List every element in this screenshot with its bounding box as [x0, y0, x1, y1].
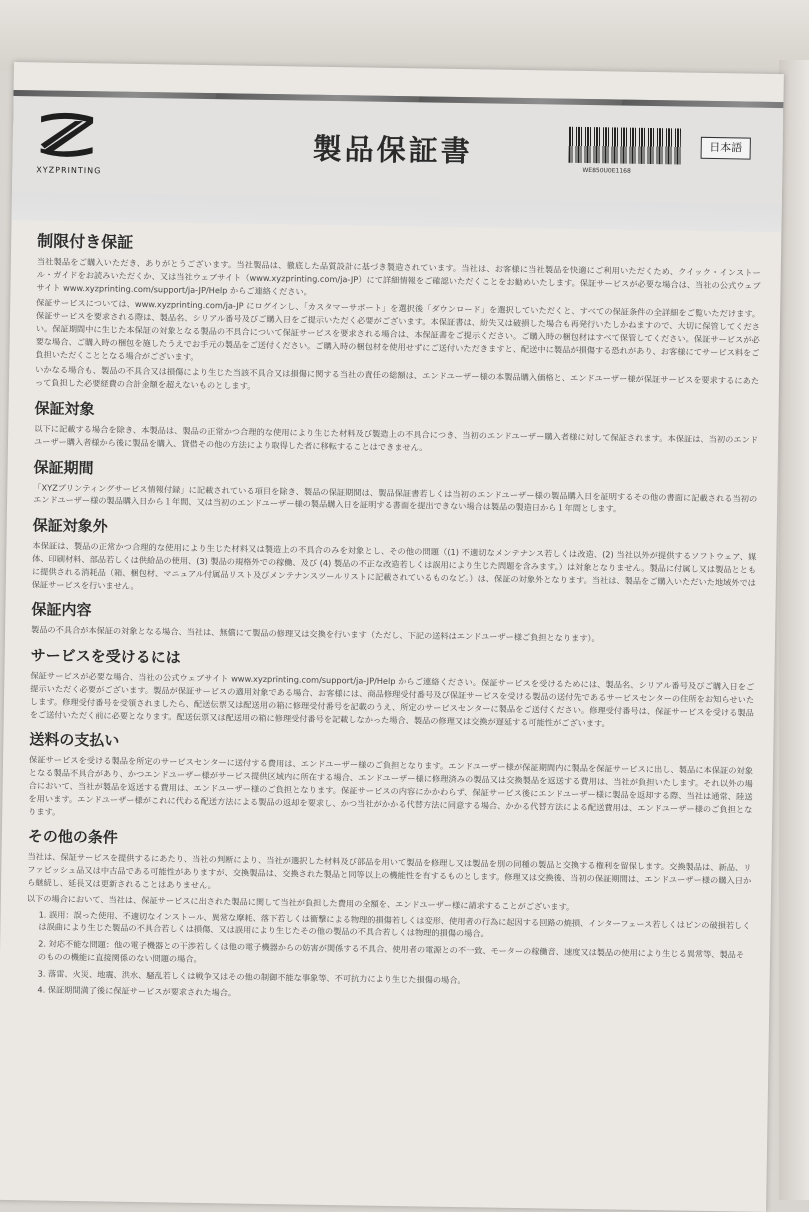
section-warranty-content	[31, 599, 756, 648]
section-title: 保証対象外	[32, 516, 108, 536]
section-limited-warranty	[35, 228, 761, 400]
section-title: 保証内容	[31, 600, 92, 620]
section-title: サービスを受けるには	[30, 646, 181, 667]
section-title: 保証期間	[33, 457, 94, 477]
section-paragraph: 製品の不具合が本保証の対象となる場合、当社は、無償にて製品の修理又は交換を行います（ただし、下記の送料はエンドユーザー様ご負担となります）。	[31, 624, 600, 644]
document-body	[25, 228, 761, 1012]
barcode-icon	[568, 127, 681, 165]
section-paragraph: 以下に記載する場合を除き、本製品は、製品の正常かつ合理的な使用により生じた材料及び製造上の不具合につき、当初のエンドユーザー購入者様に対して保証されます。本保証は、当初のエンドユーザー購入者様から後に製品を購入、貸借その他の方法により取得した者に移転することはできません。	[33, 423, 759, 453]
section-obtaining-service	[30, 644, 755, 732]
section-shipping-payment	[28, 729, 753, 829]
section-exclusions	[32, 515, 757, 603]
section-paragraph: 当社は、保証サービスを提供するにあたり、当社の判断により、当社が選択した材料及び部品を用いて製品を修理し又は製品を別の同種の製品と交換する権利を留保します。交換製品は、新品、リファビッシュ品又は中古品である可能性がありますが、交換製品は、交換された製品と同等以上の機能性を有するものとします。修理又は交換後、当初の保証期間は、エンドユーザー様の購入日から継続し、延長又は更新されることはありません。	[27, 851, 752, 891]
list-item: 4. 保証期間満了後に保証サービスが要求された場合。	[37, 984, 237, 999]
background-surface-right	[779, 60, 809, 1200]
section-paragraph: 以下の場合において、当社は、保証サービスに出された製品に関して当社が負担した費用の全額を、エンドユーザー様に請求することがございます。	[26, 893, 575, 912]
list-item: 1. 誤用：誤った使用、不適切なインストール、異常な摩耗、落下若しくは衝撃による物理的損傷若しくは変形、使用者の行為に起因する回路の焼損、インターフェース若しくはピンの破損若しくは誤曲により生じた製品の不具合若しくは損傷、又は誤用により生じたその他の製品の不具合若しくは物理的損傷の場合。	[38, 908, 751, 939]
section-title: 送料の支払い	[29, 730, 120, 751]
section-warranty-period	[33, 456, 758, 518]
background-surface-top	[0, 0, 809, 70]
list-item: 3. 落雷、火災、地震、洪水、騒乱若しくは戦争又はその他の制御不能な事象等、不可抗力により生じた損傷の場合。	[37, 968, 466, 985]
document-title: 製品保証書	[312, 131, 473, 169]
section-paragraph: いかなる場合も、製品の不具合又は損傷により生じた当該不具合又は損傷に関する当社の責任の総額は、エンドユーザー様の本製品購入価格と、エンドユーザー様が保証サービスを要求するにあたって負担した必要経費の合計金額を超えないものとします。	[34, 364, 760, 392]
brand-wordmark: XYZPRINTING	[36, 165, 102, 176]
list-item: 2. 対応不能な問題：他の電子機器との干渉若しくは他の電子機器からの妨害が関係する不具合、使用者の電源との不一致、モーターの稼働音、速度又は製品の使用により生じる異常等、製品そのものの機能に直接関係のない問題の場合。	[37, 938, 745, 964]
section-paragraph: 保証サービスを受ける製品を所定のサービスセンターに送付する費用は、エンドユーザー様のご負担となります。エンドユーザー様が保証期間内に製品を保証サービスに出し、製品に本保証の対象となる製品不具合があり、かつエンドユーザー様がサービス提供区域内に所在する場合、エンドユーザー様に修理済みの製品又は交換製品を返送する費用は、当社が負担いたします。それ以外の場合において、当社が製品を返送する費用は、エンドユーザー様のご負担となります。保証サービスの内容にかかわらず、保証サービス後にエンドユーザー様に製品を返却する際、当社は通常、陸送を用います。エンドユーザー様がこれに代わる配送方法による製品の返却を要求し、かつ当社がかかる代替方法に同意する場合、かかる代替方法による配送費用は、エンドユーザー様のご負担となります。	[28, 754, 754, 817]
language-badge: 日本語	[701, 137, 751, 160]
section-paragraph: 本保証は、製品の正常かつ合理的な使用により生じた材料又は製造上の不具合のみを対象とし、その他の問題（(1) 不適切なメンテナンス若しくは改造、(2) 当社以外が提供するソフトウェア、媒体、印刷材料、部品若しくは供給品の使用、(3) 製品の規格外での稼働、及び (4) 製品の不正な改造若しくは誤用により生じた問題を含みます。）は対象となりません。製品に付属し又は製品とともに提供される消耗品（箱、梱包材、マニュアル付属品リスト及びメンテナンスツールリストに記載されているものなど。）は、保証の対象外となります。当社は、製品をご購入いただいた地域外では保証サービスを行いません。	[31, 540, 757, 591]
section-title: その他の条件	[27, 827, 118, 848]
xyz-logo-icon	[34, 106, 105, 165]
conditions-list	[25, 908, 750, 1008]
section-paragraph: 保証サービスについては、www.xyzprinting.com/ja-JP にログインし、「カスタマーサポート」を選択後「ダウンロード」を選択していただくと、すべての保証条件の全詳細をご覧いただけます。保証サービスを要求される際は、製品名、シリアル番号及びご購入日をご提示いただく必要がございます。本保証書は、紛失又は破損した場合も再発行いたしかねますので、大切に保管してください。保証期間中に生じた本保証の対象となる製品の不具合について保証サービスを要求される場合は、本保証書をご提示ください。ご購入時の梱包材はすべて保管してください。保証サービスが必要な場合、ご購入時の梱包を施したうえでお手元の製品をご送付ください。ご購入時の梱包材を使用せずにご送付いただきますと、配送中に製品が損傷する恐れがあり、お客様にてサービス料をご負担いただくこととなる場合がございます。	[35, 297, 761, 362]
section-title: 保証対象	[34, 399, 95, 419]
section-title: 制限付き保証	[37, 231, 134, 252]
warranty-document	[0, 62, 784, 1212]
barcode-number: WE850U0E1168	[582, 166, 631, 175]
section-other-conditions	[25, 826, 752, 1008]
section-paragraph: 当社製品をご購入いただき、ありがとうございます。当社製品は、徹底した品質設計に基づき製造されています。当社は、お客様に当社製品を快適にご利用いただくため、クイック・インストール・ガイドをお読みいただくか、又は当社ウェブサイト（www.xyzprinting.com/ja-JP）にて詳細情報をご確認いただくことをお勧めいたします。保証サービスが必要な場合は、当社の公式ウェブサイト www.xyzprinting.com/support/ja-JP/Help からご連絡ください。	[36, 256, 761, 297]
section-paragraph: 「XYZプリンティングサービス情報付録」に記載されている項目を除き、製品の保証期間は、製品保証書若しくは当初のエンドユーザー様の製品購入日を証明するその他の書面に記載される当初のエンドユーザー様の製品購入日から１年間、又は当初のエンドユーザー様の製品購入日を証明する書面を提出できない場合は製品の製造日から１年間とします。	[33, 481, 758, 514]
section-paragraph: 保証サービスが必要な場合、当社の公式ウェブサイト www.xyzprinting.com/support/ja-JP/Help からご連絡ください。保証サービスを受けるためには、製品名、シリアル番号及びご購入日をご提示いただく必要がございます。製品が保証サービスの適用対象である場合、お客様には、商品修理受付番号及び保証サービスを受ける製品の送付先であるサービスセンターの住所をお知らせいたします。修理受付番号を受領されましたら、配送伝票又は配送用の箱に修理受付番号を記載のうえ、所定のサービスセンターに製品をご送付ください。修理受付番号は、保証サービスを受ける製品をご送付いただく前に必要となります。配送伝票又は配送用の箱に修理受付番号を記載しなかった場合、製品の修理又は交換が遅延する可能性がございます。	[29, 670, 755, 728]
section-coverage	[34, 397, 759, 459]
